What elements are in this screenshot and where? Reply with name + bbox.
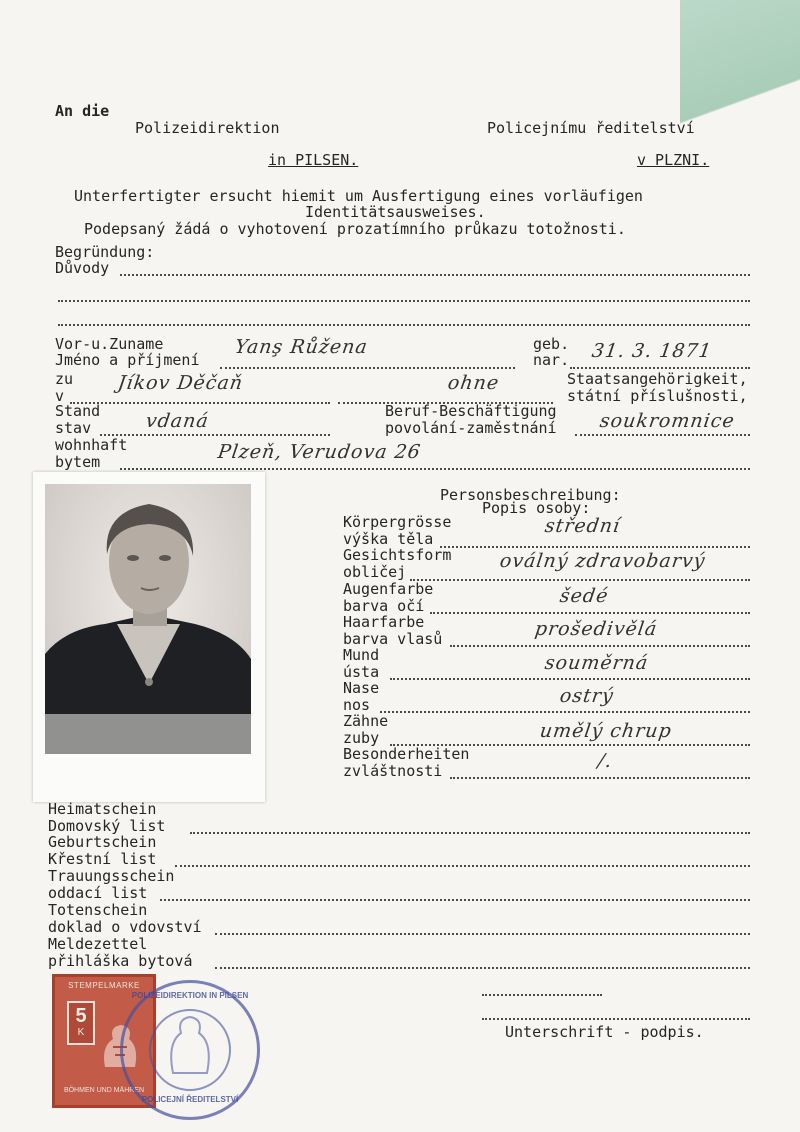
photo-mount [33, 472, 265, 802]
citizenship-value: ohne [446, 372, 501, 394]
hair-label-cs: barva vlasů [343, 630, 443, 648]
trau-label-de: Trauungsschein [48, 867, 175, 885]
name-line [220, 367, 515, 369]
heimat-label-cs: Domovský list [48, 817, 166, 835]
portrait-photo [45, 484, 251, 754]
signature-line-1 [482, 994, 602, 996]
hair-value: prošedivělá [533, 618, 659, 640]
melde-label-de: Meldezettel [48, 935, 148, 953]
zu-label: zu [55, 370, 74, 388]
description-title-cs: Popis osoby: [482, 499, 591, 517]
seal-text-top: POLIZEIDIREKTION IN PILSEN [131, 991, 249, 1000]
teeth-value: umělý chrup [538, 720, 674, 742]
revenue-stamp-top: STEMPELMARKE [68, 981, 140, 990]
height-label-cs: výška těla [343, 530, 434, 548]
special-label-cs: zvláštnosti [343, 762, 443, 780]
reason-line-2 [58, 300, 750, 302]
heimat-label-de: Heimatschein [48, 800, 157, 818]
geburt-label-cs: Křestní list [48, 850, 157, 868]
stand-label-cs: stav [55, 419, 92, 437]
mouth-label-cs: ústa [343, 663, 380, 681]
stand-line [100, 434, 330, 436]
nose-label-de: Nase [343, 679, 380, 697]
job-label-de: Beruf-Beschäftigung [385, 402, 557, 420]
job-line [575, 434, 750, 436]
toten-label-cs: doklad o vdovství [48, 918, 202, 936]
nose-line [380, 711, 750, 713]
melde-line [215, 967, 750, 969]
height-line [440, 546, 750, 548]
revenue-stamp-unit: K [77, 1027, 85, 1038]
v-label: v [55, 387, 65, 405]
teeth-label-cs: zuby [343, 729, 380, 747]
place-value: Jíkov Děčaň [116, 372, 245, 394]
place-line [70, 402, 330, 404]
seal-text-bottom: POLICEJNÍ ŘEDITELSTVÍ [141, 1095, 239, 1104]
official-seal [120, 980, 260, 1120]
name-label-de: Vor-u.Zuname [55, 335, 164, 353]
request-de-line1: Unterfertigter ersucht hiemit um Ausfertigung eines vorläufigen [74, 187, 643, 205]
face-label-de: Gesichtsform [343, 546, 452, 564]
addressee-cs: Policejnímu ředitelství [487, 119, 695, 137]
toten-label-de: Totenschein [48, 901, 148, 919]
revenue-stamp-value: 5 [75, 1005, 87, 1027]
residence-value: Plzeň, Verudova 26 [216, 441, 423, 463]
eyes-label-cs: barva očí [343, 597, 425, 615]
reason-line-3 [58, 324, 750, 326]
city-cs: v PLZNI. [637, 151, 710, 169]
revenue-stamp-side: BÖHMEN UND MÄHREN [63, 1087, 145, 1094]
trau-label-cs: oddací list [48, 884, 148, 902]
reason-label-cs: Důvody [55, 259, 110, 277]
eyes-label-de: Augenfarbe [343, 580, 434, 598]
face-line [410, 579, 750, 581]
height-value: střední [543, 515, 622, 537]
city-de: in PILSEN. [268, 151, 359, 169]
description-title-de: Personsbeschreibung: [440, 486, 621, 504]
addressee-de: Polizeidirektion [135, 119, 280, 137]
geburt-line [175, 865, 750, 867]
melde-label-cs: přihláška bytová [48, 952, 193, 970]
signature-line-2 [482, 1018, 750, 1020]
height-label-de: Körpergrösse [343, 513, 452, 531]
green-backing-sheet [680, 0, 800, 160]
eyes-value: šedé [558, 585, 610, 607]
citizenship-label-cs: státní příslušnosti, [567, 387, 748, 405]
heimat-line [190, 832, 750, 834]
toten-line [215, 933, 750, 935]
request-de-line2: Identitätsausweises. [305, 203, 486, 221]
job-label-cs: povolání-zaměstnání [385, 419, 557, 437]
face-value: oválný zdravobarvý [498, 550, 707, 572]
portrait-illustration [45, 484, 251, 754]
name-label-cs: Jméno a příjmení [55, 351, 200, 369]
nose-value: ostrý [558, 685, 616, 707]
mouth-value: souměrná [543, 652, 650, 674]
teeth-label-de: Zähne [343, 712, 389, 730]
face-label-cs: obličej [343, 563, 407, 581]
nose-label-cs: nos [343, 696, 371, 714]
stand-label-de: Stand [55, 402, 101, 420]
eyes-line [430, 612, 750, 614]
special-value: /. [596, 750, 614, 772]
mouth-label-de: Mund [343, 646, 380, 664]
special-label-de: Besonderheiten [343, 745, 470, 763]
name-value: Yanş Růžena [233, 336, 370, 358]
job-value: soukromnice [598, 410, 737, 432]
mouth-line [390, 678, 750, 680]
born-label-de: geb. [533, 335, 570, 353]
trau-line [160, 899, 750, 901]
stand-value: vdaná [144, 410, 211, 432]
residence-label-de: wohnhaft [55, 436, 128, 454]
addressee-an-die: An die [55, 102, 110, 120]
geburt-label-de: Geburtschein [48, 833, 157, 851]
reason-label-de: Begründung: [55, 243, 155, 261]
request-cs: Podepsaný žádá o vyhotovení prozatímního průkazu totožnosti. [84, 220, 626, 238]
residence-label-cs: bytem [55, 453, 101, 471]
citizenship-label-de: Staatsangehörigkeit, [567, 370, 748, 388]
born-value: 31. 3. 1871 [590, 340, 714, 362]
special-line [450, 777, 750, 779]
revenue-stamp-value-box [67, 1001, 95, 1045]
born-label-cs: nar. [533, 351, 570, 369]
hair-line [450, 645, 750, 647]
signature-label: Unterschrift - podpis. [505, 1023, 704, 1041]
hair-label-de: Haarfarbe [343, 613, 425, 631]
born-line [570, 367, 750, 369]
residence-line [120, 468, 750, 470]
reason-line-1 [120, 274, 750, 276]
